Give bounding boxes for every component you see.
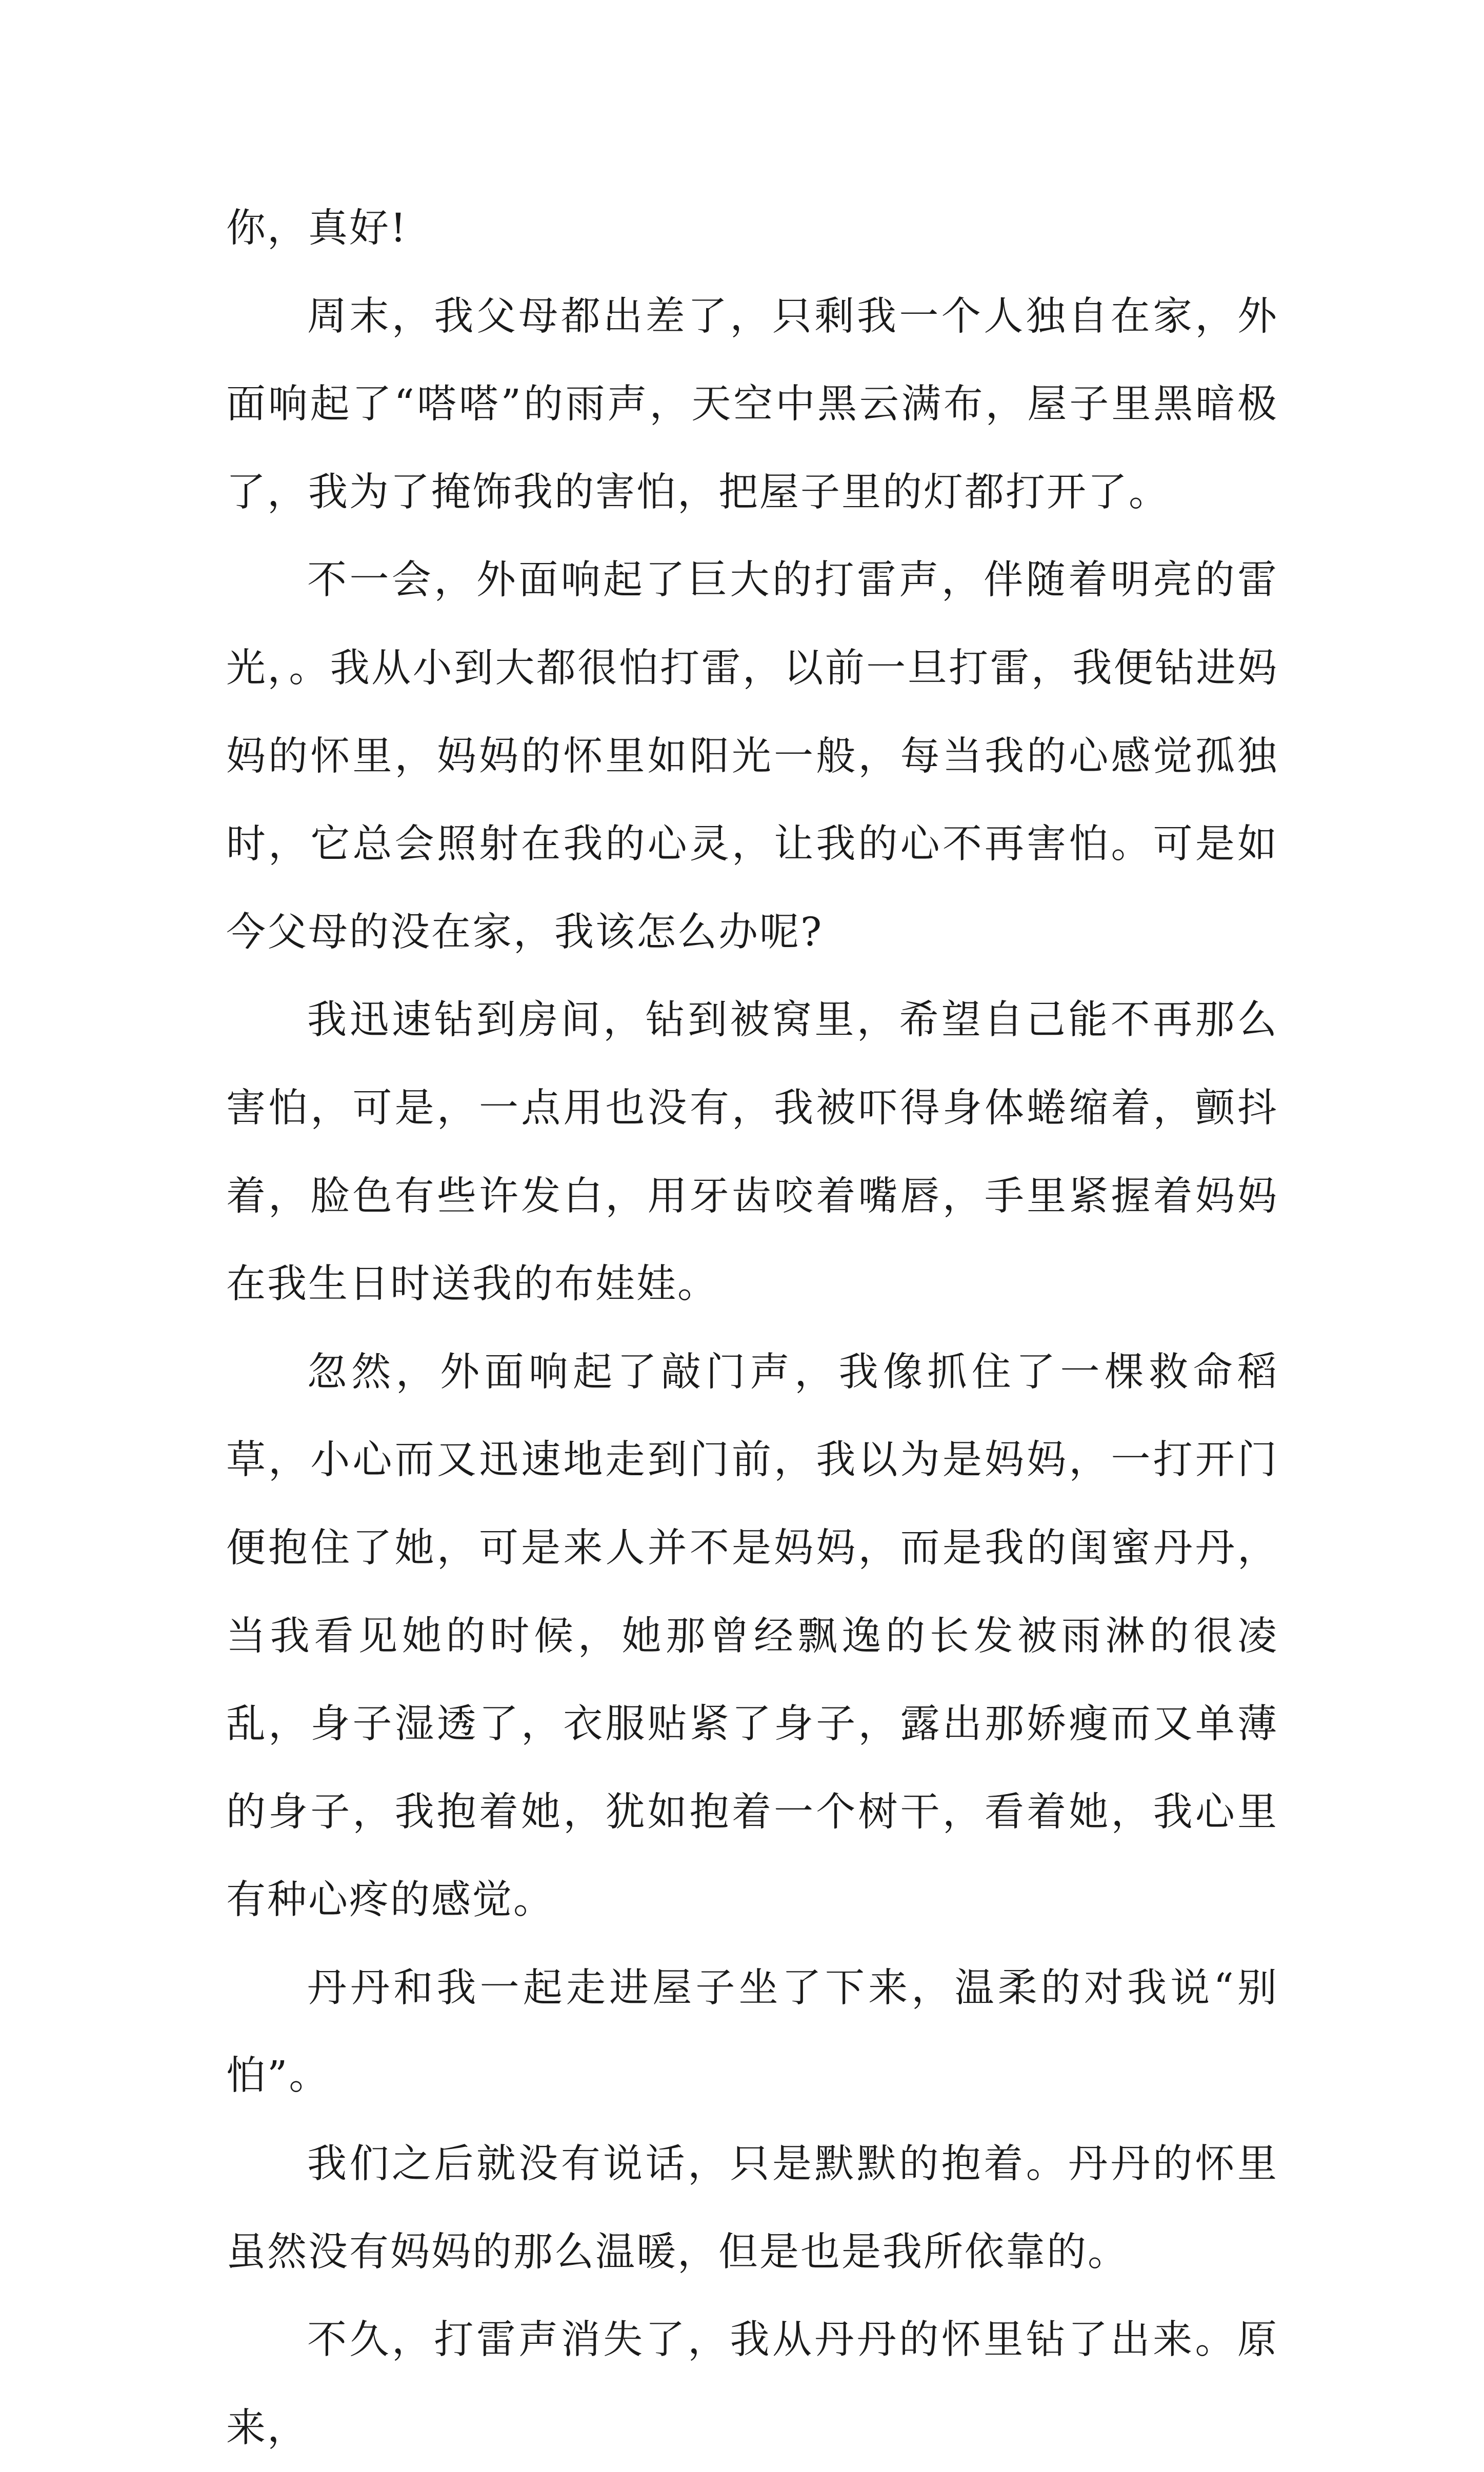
paragraph: 周末，我父母都出差了，只剩我一个人独自在家，外面响起了“嗒嗒”的雨声，天空中黑云满布，屋子里黑暗极了，我为了掩饰我的害怕，把屋子里的灯都打开了。 [226, 293, 1278, 515]
paragraph: 不久，打雷声消失了，我从丹丹的怀里钻了出来。原来， [226, 2317, 1278, 2451]
document-body [226, 185, 1278, 2472]
paragraph: 我迅速钻到房间，钻到被窝里，希望自己能不再那么害怕，可是，一点用也没有，我被吓得身体蜷缩着，颤抖着，脸色有些许发白，用牙齿咬着嘴唇，手里紧握着妈妈在我生日时送我的布娃娃。 [226, 997, 1278, 1308]
title-line: 你，真好! [226, 206, 408, 251]
paragraph: 不一会，外面响起了巨大的打雷声，伴随着明亮的雷光，。我从小到大都很怕打雷，以前一旦打雷，我便钻进妈妈的怀里，妈妈的怀里如阳光一般，每当我的心感觉孤独时，它总会照射在我的心灵，让我的心不再害怕。可是如今父母的没在家，我该怎么办呢? [226, 557, 1278, 955]
paragraph: 我们之后就没有说话，只是默默的抱着。丹丹的怀里虽然没有妈妈的那么温暖，但是也是我所依靠的。 [226, 2141, 1278, 2275]
paragraph: 忽然，外面响起了敲门声，我像抓住了一棵救命稻草，小心而又迅速地走到门前，我以为是妈妈，一打开门便抱住了她，可是来人并不是妈妈，而是我的闺蜜丹丹，当我看见她的时候，她那曾经飘逸的长发被雨淋的很凌乱，身子湿透了，衣服贴紧了身子，露出那娇瘦而又单薄的身子，我抱着她，犹如抱着一个树干，看着她，我心里有种心疼的感觉。 [226, 1349, 1278, 1923]
paragraph: 丹丹和我一起走进屋子坐了下来，温柔的对我说“别怕”。 [226, 1965, 1278, 2099]
